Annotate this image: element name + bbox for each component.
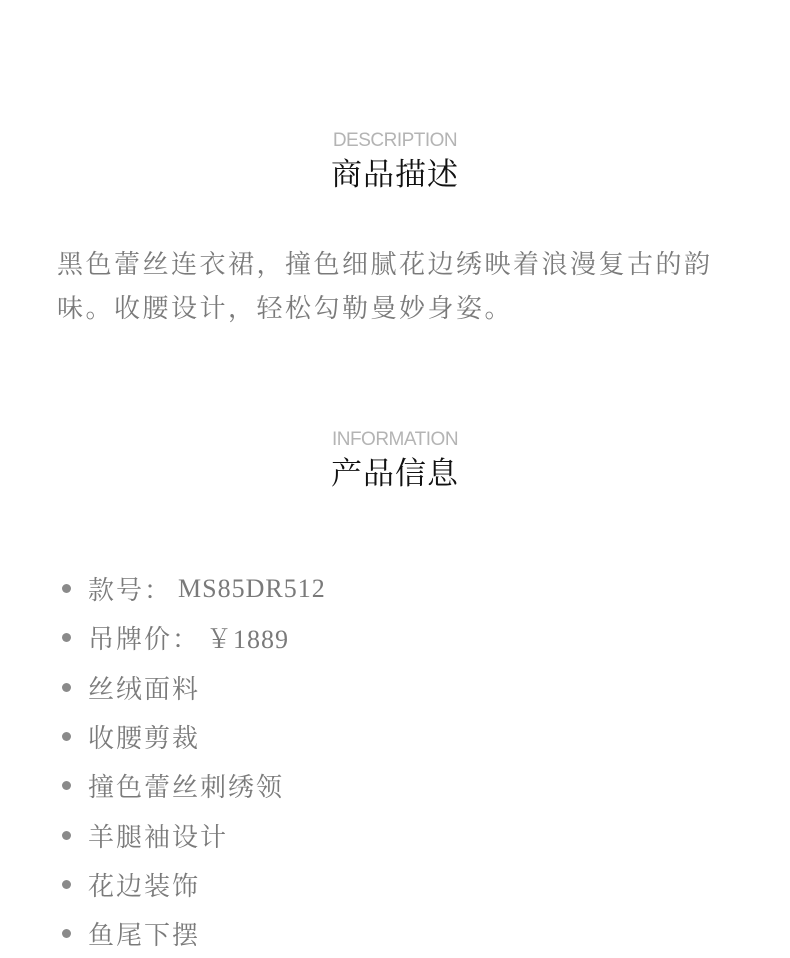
item-label: 丝绒面料	[88, 674, 201, 705]
item-label: 撞色蕾丝刺绣领	[88, 773, 285, 804]
list-item-style-number	[60, 564, 326, 613]
item-label: 花边装饰	[88, 871, 201, 902]
item-value: MS85DR512	[178, 573, 326, 603]
list-item-tag-price	[60, 613, 326, 662]
information-heading-en: INFORMATION	[331, 429, 459, 450]
bullet-icon	[62, 683, 71, 692]
bullet-icon	[62, 633, 71, 642]
description-text: 黑色蕾丝连衣裙，撞色细腻花边绣映着浪漫复古的韵味。收腰设计，轻松勾勒曼妙身姿。	[57, 250, 713, 324]
list-item	[60, 663, 326, 712]
bullet-icon	[62, 880, 71, 889]
list-item	[60, 810, 326, 859]
item-label: 收腰剪裁	[88, 724, 201, 755]
list-item	[60, 909, 326, 958]
list-item	[60, 761, 326, 810]
description-heading: 商品描述	[331, 157, 459, 193]
list-item	[60, 712, 326, 761]
item-label: 羊腿袖设计	[88, 822, 229, 853]
bullet-icon	[62, 929, 71, 938]
bullet-icon	[62, 732, 71, 741]
bullet-icon	[62, 584, 71, 593]
information-heading: 产品信息	[331, 456, 459, 492]
list-item	[60, 860, 326, 909]
item-label: 鱼尾下摆	[88, 921, 201, 952]
item-value: ￥1889	[206, 625, 290, 655]
bullet-icon	[62, 831, 71, 840]
item-label: 款号：	[88, 576, 173, 607]
bullet-icon	[62, 781, 71, 790]
item-label: 吊牌价：	[88, 625, 201, 656]
description-heading-en: DESCRIPTION	[332, 130, 458, 151]
information-list	[60, 564, 326, 958]
